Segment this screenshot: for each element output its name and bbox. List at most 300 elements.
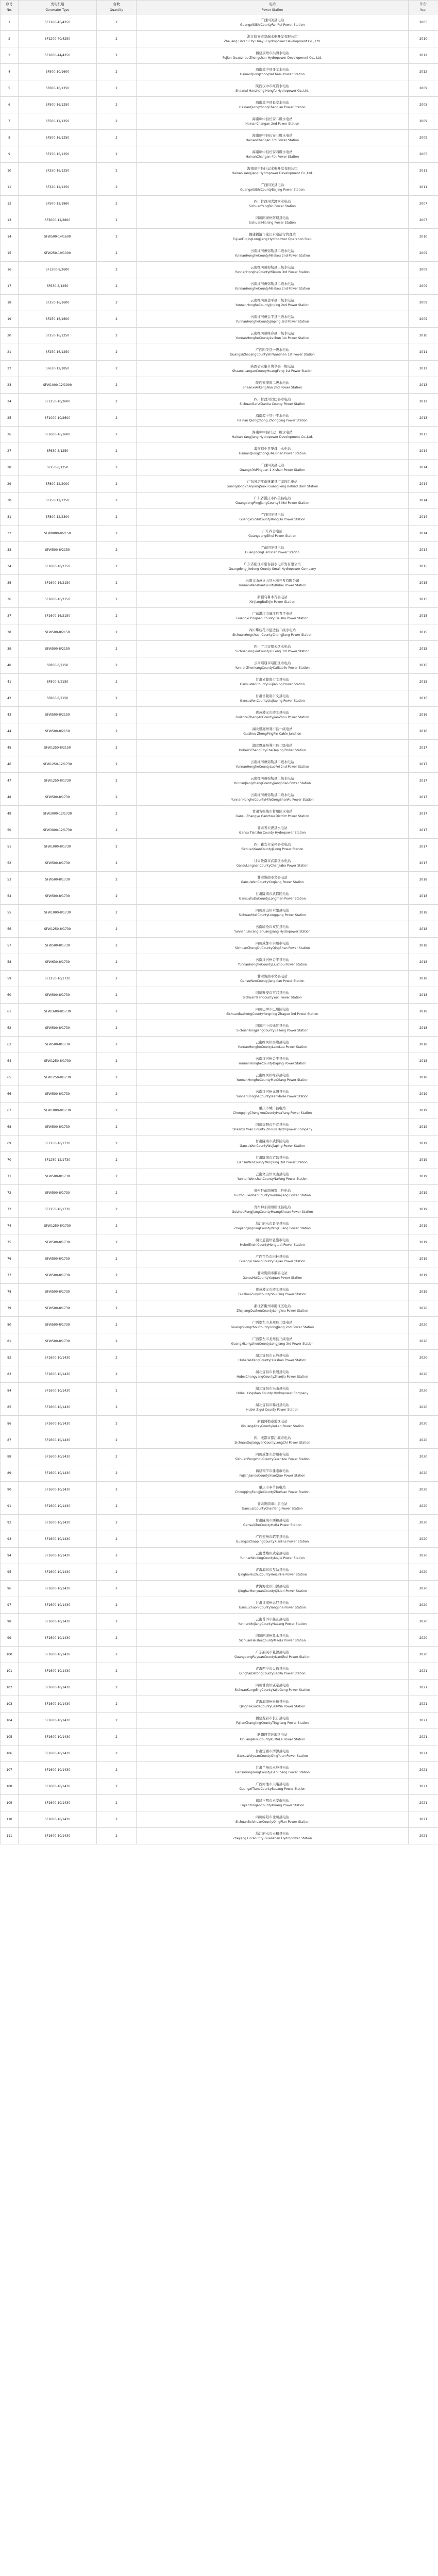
cell-power-station <box>137 740 409 756</box>
table-row <box>1 509 438 526</box>
cell-no: 59 <box>1 971 19 987</box>
cell-no: 100 <box>1 1647 19 1663</box>
cell-quantity: 2 <box>97 1333 137 1350</box>
station-name-cn: 广西河池市天峨县电站 <box>256 1782 289 1786</box>
cell-year: 2017 <box>409 756 438 773</box>
cell-quantity: 1 <box>97 212 137 229</box>
cell-year: 2009 <box>409 262 438 278</box>
cell-quantity: 2 <box>97 1729 137 1745</box>
station-name-cn: 陕西汉中市红岩水电站 <box>256 83 289 88</box>
station-name-cn: 甘肃陇南市文县电站 <box>257 875 288 879</box>
cell-year: 2019 <box>409 1136 438 1152</box>
cell-power-station <box>137 229 409 245</box>
cell-generator-type: SF1600-16/1600 <box>19 427 97 443</box>
station-name-cn: 云南普洱市墨江县电站 <box>256 1617 289 1621</box>
station-name-cn: 甘肃省张掖市甘州区水电站 <box>252 809 293 814</box>
station-name-cn: 云南红河州元阳县电站 <box>256 1089 289 1094</box>
cell-no: 50 <box>1 822 19 839</box>
station-name-cn: 广西四美县电站 <box>260 463 284 467</box>
cell-generator-type: SF1600-10/1430 <box>19 1432 97 1449</box>
cell-power-station <box>137 1614 409 1630</box>
cell-year: 2021 <box>409 1778 438 1795</box>
station-name-en: ChongqingChengkouCountyHuaYang Power Station <box>232 1111 312 1115</box>
cell-power-station <box>137 443 409 460</box>
station-name-cn: 甘肃定西市渭源县电站 <box>256 1749 289 1753</box>
table-row <box>1 443 438 460</box>
cell-no: 99 <box>1 1630 19 1647</box>
table-row <box>1 1037 438 1053</box>
cell-year: 2020 <box>409 1416 438 1432</box>
cell-power-station <box>137 163 409 179</box>
cell-generator-type: SFW1250-12/1730 <box>19 756 97 773</box>
cell-power-station <box>137 1218 409 1234</box>
cell-year: 2017 <box>409 839 438 855</box>
station-name-cn: 四川甘孜州大渡河水电站 <box>254 199 291 204</box>
cell-quantity: 2 <box>97 14 137 31</box>
cell-no: 83 <box>1 1366 19 1383</box>
cell-power-station <box>137 130 409 146</box>
cell-year: 2019 <box>409 1103 438 1119</box>
station-name-en: FujianChangtingCountyTingJiang Power Station <box>236 1721 309 1725</box>
station-name-en: QinghaiMenyuanCountyQiLian Power Station <box>238 1589 307 1593</box>
cell-power-station <box>137 476 409 493</box>
cell-quantity: 2 <box>97 509 137 526</box>
table-row <box>1 179 438 196</box>
cell-generator-type: SFW500-8/1730 <box>19 855 97 872</box>
cell-no: 40 <box>1 657 19 674</box>
station-name-en: Guizhou ZhongPingPin Cable Junction <box>243 732 301 736</box>
station-name-en: GansuWenCountyJiangbian Power Station <box>240 979 305 983</box>
station-name-cn: 甘肃陇南市宕昌县电站 <box>256 1155 289 1160</box>
cell-generator-type: SF1250-10/1730 <box>19 1136 97 1152</box>
cell-year: 2021 <box>409 1795 438 1811</box>
cell-year: 2019 <box>409 1267 438 1284</box>
station-name-cn: 四川成都市彭州市电站 <box>256 1452 289 1456</box>
cell-power-station <box>137 1432 409 1449</box>
cell-quantity: 2 <box>97 987 137 1004</box>
station-name-cn: 浙江临安市华瑞水电开发有限公司 <box>247 34 298 39</box>
cell-generator-type: SF1600-10/1430 <box>19 1482 97 1498</box>
cell-quantity: 2 <box>97 608 137 624</box>
cell-no: 70 <box>1 1152 19 1168</box>
cell-power-station <box>137 493 409 509</box>
cell-power-station <box>137 1449 409 1465</box>
station-name-cn: 四川巴中市通江县电站 <box>256 1023 289 1028</box>
cell-power-station <box>137 542 409 558</box>
cell-power-station <box>137 31 409 47</box>
table-header-row <box>1 1 438 14</box>
cell-quantity: 2 <box>97 1432 137 1449</box>
cell-no: 18 <box>1 295 19 311</box>
cell-year: 2020 <box>409 1531 438 1548</box>
station-name-cn: 云南文山州文山县电站 <box>256 1172 289 1176</box>
cell-quantity: 2 <box>97 1168 137 1185</box>
station-name-en: Guangxi Pingnan County Baisha Power Station <box>236 616 309 620</box>
cell-quantity: 2 <box>97 1136 137 1152</box>
station-name-cn: 云南昭通市昭阳区水电站 <box>254 660 291 665</box>
cell-generator-type: SFW1000-8/1730 <box>19 905 97 921</box>
cell-power-station <box>137 1383 409 1399</box>
cell-generator-type: SFW500-8/1730 <box>19 1020 97 1037</box>
station-name-en: GuangdongPingjiangCountySiMei Power Station <box>235 501 309 505</box>
station-name-cn: 重庆市奉节县电站 <box>259 1485 286 1489</box>
cell-quantity: 2 <box>97 1564 137 1581</box>
cell-year: 2020 <box>409 1597 438 1614</box>
cell-year: 2018 <box>409 1020 438 1037</box>
cell-year: 2019 <box>409 1201 438 1218</box>
cell-year: 2009 <box>409 278 438 295</box>
cell-year: 2017 <box>409 740 438 756</box>
cell-no: 68 <box>1 1119 19 1136</box>
station-name-en: YunnanHongheCountyLakeLua Power Station <box>238 1045 307 1049</box>
station-name-cn: 海南琼中县黎母山水电站 <box>254 446 291 451</box>
cell-power-station <box>137 905 409 921</box>
station-name-cn: 贵州黔东南州雷山县电站 <box>254 1188 291 1193</box>
station-name-cn: 广东省湛江市四美县电站 <box>254 496 291 500</box>
cell-no: 24 <box>1 394 19 410</box>
station-name-en: GansuWenCountyWujiaping Power Station <box>240 1144 305 1148</box>
cell-power-station <box>137 1647 409 1663</box>
cell-quantity: 2 <box>97 855 137 872</box>
station-name-en: GuangxiSiShiCountyRonRui Power Station <box>240 23 305 27</box>
cell-generator-type: SF800-8/2150 <box>19 674 97 690</box>
cell-quantity: 2 <box>97 1284 137 1300</box>
station-name-cn: 新疆乌鲁木齐县电站 <box>257 595 288 599</box>
cell-power-station <box>137 773 409 789</box>
station-name-cn: 广东四美县电站 <box>260 545 284 550</box>
station-name-en: GuangxiLongzhouCountyLongJiang 3rd Power Station <box>231 1342 314 1346</box>
cell-year: 2015 <box>409 690 438 707</box>
table-row <box>1 1350 438 1366</box>
table-row <box>1 1515 438 1531</box>
station-name-cn: 广东省阳江市阳春县水电开发有限公司 <box>244 562 301 566</box>
header-quantity: 台数 Quantity <box>97 1 137 14</box>
cell-year: 2013 <box>409 427 438 443</box>
cell-quantity: 2 <box>97 839 137 855</box>
cell-year: 2020 <box>409 1449 438 1465</box>
cell-no: 96 <box>1 1581 19 1597</box>
station-name-cn: 福建福清市龙江水电运行管理站 <box>249 232 296 236</box>
cell-power-station <box>137 1680 409 1696</box>
cell-power-station <box>137 1333 409 1350</box>
cell-year: 2018 <box>409 1037 438 1053</box>
station-name-en: ZhejiangJingningCountyYangGuang Power Station <box>234 1226 311 1230</box>
cell-generator-type: SF1250-12/1730 <box>19 1152 97 1168</box>
cell-quantity: 2 <box>97 806 137 822</box>
cell-no: 13 <box>1 212 19 229</box>
table-row <box>1 64 438 80</box>
station-name-en: Guangdong Jiedong County Small Hydropower Company <box>228 567 316 571</box>
cell-power-station <box>137 1399 409 1416</box>
station-name-cn: 广东四会电站 <box>262 529 282 533</box>
cell-no: 107 <box>1 1762 19 1778</box>
cell-year: 2019 <box>409 1185 438 1201</box>
cell-quantity: 2 <box>97 1267 137 1284</box>
cell-quantity: 2 <box>97 163 137 179</box>
station-name-en: YunnanHongheCountyMilekou 3rd Power Station <box>235 270 310 274</box>
table-row <box>1 295 438 311</box>
cell-quantity: 2 <box>97 1218 137 1234</box>
station-name-en: SichuanYingxiuCountyFuFeng 3rd Power Station <box>235 649 310 653</box>
station-name-cn: 湖北恩施州利川县一级电站 <box>252 726 293 731</box>
cell-quantity: 2 <box>97 1696 137 1713</box>
cell-generator-type: SF1600-10/1430 <box>19 1597 97 1614</box>
station-name-en: GansuLongnanCountyChenJiaba Power Station <box>236 863 309 868</box>
cell-no: 82 <box>1 1350 19 1366</box>
cell-power-station <box>137 1465 409 1482</box>
table-row <box>1 328 438 344</box>
table-row <box>1 1333 438 1350</box>
cell-power-station <box>137 1663 409 1680</box>
cell-year: 2018 <box>409 1004 438 1020</box>
cell-power-station <box>137 954 409 971</box>
cell-generator-type: SF800-12/2300 <box>19 509 97 526</box>
station-name-en: GuangxiTianlinCountyBaJiao Power Station <box>239 1259 306 1263</box>
cell-quantity: 2 <box>97 1515 137 1531</box>
cell-power-station <box>137 1086 409 1103</box>
cell-power-station <box>137 1581 409 1597</box>
cell-year: 2018 <box>409 1053 438 1070</box>
cell-generator-type: SF1600-10/1430 <box>19 1729 97 1745</box>
cell-no: 32 <box>1 526 19 542</box>
table-row <box>1 1564 438 1581</box>
cell-no: 61 <box>1 1004 19 1020</box>
table-row <box>1 493 438 509</box>
cell-no: 104 <box>1 1713 19 1729</box>
table-row <box>1 905 438 921</box>
cell-quantity: 2 <box>97 394 137 410</box>
cell-generator-type: SF1600-44/4250 <box>19 47 97 64</box>
cell-no: 8 <box>1 130 19 146</box>
cell-no: 1 <box>1 14 19 31</box>
station-name-en: SichuanYangBin Power Station <box>249 204 296 208</box>
cell-quantity: 2 <box>97 1119 137 1136</box>
station-name-en: QinghaiDatongCountyBaoKu Power Station <box>239 1671 306 1675</box>
table-row <box>1 1449 438 1465</box>
table-row <box>1 872 438 888</box>
table-row <box>1 773 438 789</box>
cell-power-station <box>137 971 409 987</box>
cell-no: 26 <box>1 427 19 443</box>
cell-year: 2018 <box>409 987 438 1004</box>
cell-no: 2 <box>1 31 19 47</box>
cell-year: 2013 <box>409 410 438 427</box>
cell-no: 43 <box>1 707 19 723</box>
cell-power-station <box>137 1564 409 1581</box>
cell-no: 48 <box>1 789 19 806</box>
station-name-cn: 甘肃陇南市武都区水电站 <box>254 858 291 863</box>
cell-generator-type: SF1200-40/4250 <box>19 31 97 47</box>
station-name-en: Gansu Zhangye Ganzhou District Power Station <box>235 814 309 818</box>
cell-year: 2012 <box>409 64 438 80</box>
station-name-en: GuangxiYuPinguan 1 Xishan Power Station <box>240 468 305 472</box>
cell-power-station <box>137 1152 409 1168</box>
cell-power-station <box>137 1070 409 1086</box>
station-name-en: GuangxiSiShiCountyRongDu Power Station <box>239 517 306 521</box>
cell-quantity: 2 <box>97 229 137 245</box>
cell-no: 102 <box>1 1680 19 1696</box>
cell-power-station <box>137 1103 409 1119</box>
cell-quantity: 2 <box>97 1053 137 1070</box>
table-row <box>1 1119 438 1136</box>
cell-year: 2020 <box>409 1333 438 1350</box>
table-row <box>1 14 438 31</box>
station-name-cn: 云南红河州绿春县一级水电站 <box>250 331 294 335</box>
cell-power-station <box>137 509 409 526</box>
table-row <box>1 1136 438 1152</box>
cell-generator-type: SFW500-8/1730 <box>19 1333 97 1350</box>
cell-year: 2020 <box>409 1581 438 1597</box>
station-name-cn: 青海西宁市大通县电站 <box>256 1666 289 1671</box>
cell-generator-type: SFW500-8/1730 <box>19 987 97 1004</box>
cell-no: 105 <box>1 1729 19 1745</box>
cell-quantity: 2 <box>97 1020 137 1037</box>
table-row <box>1 1762 438 1778</box>
station-name-en: SichuanTongjiangCountyBailong Power Station <box>236 1028 309 1032</box>
station-name-en: GansuWeiyuanCountyQingYuan Power Station <box>237 1754 308 1758</box>
station-name-cn: 云南红河州弥勒县二级水电站 <box>250 281 294 286</box>
cell-power-station <box>137 278 409 295</box>
cell-generator-type: SFW1250-8/2150 <box>19 740 97 756</box>
cell-no: 11 <box>1 179 19 196</box>
cell-quantity: 2 <box>97 278 137 295</box>
table-row <box>1 591 438 608</box>
cell-year: 2017 <box>409 855 438 872</box>
cell-power-station <box>137 47 409 64</box>
station-name-cn: 四川巴中市巴州区电站 <box>256 1007 289 1011</box>
cell-power-station <box>137 938 409 954</box>
cell-year: 2018 <box>409 938 438 954</box>
cell-year: 2020 <box>409 1432 438 1449</box>
station-name-cn: 海南琼中县牙叉水电站 <box>256 67 289 72</box>
cell-quantity: 2 <box>97 1498 137 1515</box>
cell-quantity: 2 <box>97 558 137 575</box>
cell-no: 76 <box>1 1251 19 1267</box>
table-row <box>1 80 438 97</box>
cell-quantity: 2 <box>97 641 137 657</box>
cell-power-station <box>137 558 409 575</box>
station-name-cn: 广西四美县电站 <box>260 182 284 187</box>
station-name-cn: 青海海南州贵德县电站 <box>256 1699 289 1704</box>
cell-power-station <box>137 921 409 938</box>
station-name-en: YunnanHongheCountyJinping 2nd Power Station <box>235 303 310 307</box>
cell-power-station <box>137 427 409 443</box>
station-name-en: Gansu Tianzhu County Hydropower Station <box>239 831 306 835</box>
station-name-cn: 甘肃省陇南市文县电站 <box>256 693 289 698</box>
cell-year: 2019 <box>409 1234 438 1251</box>
cell-no: 10 <box>1 163 19 179</box>
cell-generator-type: SFW500-8/1730 <box>19 1267 97 1284</box>
cell-year: 2015 <box>409 674 438 690</box>
station-name-cn: 甘肃陇南市武都区电站 <box>256 891 289 896</box>
cell-generator-type: SFW500-8/2150 <box>19 542 97 558</box>
cell-year: 2019 <box>409 1152 438 1168</box>
cell-generator-type: SF250-16/1250 <box>19 344 97 361</box>
cell-generator-type: SF1250-10/1730 <box>19 971 97 987</box>
table-row <box>1 806 438 822</box>
station-name-cn: 四川绵阳市平武县电站 <box>256 1122 289 1127</box>
cell-generator-type: SF1600-10/1430 <box>19 1383 97 1399</box>
cell-no: 9 <box>1 146 19 163</box>
cell-generator-type: SFW500-8/1730 <box>19 789 97 806</box>
cell-power-station <box>137 1696 409 1713</box>
cell-power-station <box>137 361 409 377</box>
cell-generator-type: SFW1250-8/1730 <box>19 921 97 938</box>
cell-quantity: 2 <box>97 1037 137 1053</box>
table-row <box>1 377 438 394</box>
cell-power-station <box>137 839 409 855</box>
station-name-en: XinjiangAltayCountyKeLan Power Station <box>241 1424 304 1428</box>
cell-year: 2021 <box>409 1828 438 1844</box>
station-name-en: GuangxiTianeCountyBaLang Power Station <box>239 1787 306 1791</box>
cell-generator-type: SF500-16/1250 <box>19 130 97 146</box>
cell-power-station <box>137 872 409 888</box>
station-name-cn: 四川阿坝州黑水县电站 <box>256 1633 289 1638</box>
cell-no: 41 <box>1 674 19 690</box>
cell-quantity: 2 <box>97 971 137 987</box>
cell-no: 85 <box>1 1399 19 1416</box>
cell-year: 2019 <box>409 1119 438 1136</box>
cell-quantity: 2 <box>97 1465 137 1482</box>
cell-quantity: 2 <box>97 1647 137 1663</box>
cell-power-station <box>137 822 409 839</box>
cell-year: 2021 <box>409 1729 438 1745</box>
cell-no: 4 <box>1 64 19 80</box>
table-row <box>1 361 438 377</box>
station-name-en: Shaanxi Hanzhong Hongfu Hydropower Co.,Ltd. <box>235 89 309 93</box>
cell-generator-type: SFW1600-8/1730 <box>19 1004 97 1020</box>
cell-no: 101 <box>1 1663 19 1680</box>
cell-generator-type: SF1600-10/1430 <box>19 1811 97 1828</box>
table-row <box>1 888 438 905</box>
cell-quantity: 2 <box>97 295 137 311</box>
header-power-station: 电站 Power Station <box>137 1 409 14</box>
station-name-en: YunnanHongheCountyBianMaHe Power Station <box>236 1094 309 1098</box>
cell-no: 74 <box>1 1218 19 1234</box>
cell-no: 95 <box>1 1564 19 1581</box>
station-name-cn: 云南红河州弥勒县三级水电站 <box>250 265 294 269</box>
cell-year: 2019 <box>409 1251 438 1267</box>
cell-no: 57 <box>1 938 19 954</box>
cell-no: 29 <box>1 476 19 493</box>
station-name-en: Zhejiang Lin'an City Guanshan Hydropower Station <box>232 1836 312 1840</box>
cell-quantity: 2 <box>97 674 137 690</box>
station-name-en: HubeiChangyangCountyZhaoJia Power Station <box>237 1375 308 1379</box>
cell-generator-type: SFW500-8/1730 <box>19 1251 97 1267</box>
station-name-cn: 广东省湛江市遂溪县广丰坝后电站 <box>247 479 298 484</box>
cell-no: 36 <box>1 591 19 608</box>
cell-no: 88 <box>1 1449 19 1465</box>
station-name-en: YunnanZhenkangCountyCaiBaolie Power Station <box>235 666 310 670</box>
cell-power-station <box>137 1317 409 1333</box>
table-row <box>1 476 438 493</box>
cell-generator-type: SF3000-12/2800 <box>19 212 97 229</box>
table-row <box>1 1366 438 1383</box>
cell-generator-type: SFW1000-12/1900 <box>19 377 97 394</box>
station-name-en: GansuWenCountyMingXing 3rd Power Station <box>237 1160 308 1164</box>
table-row <box>1 196 438 212</box>
cell-year: 2020 <box>409 1630 438 1647</box>
station-name-cn: 四川凉山州木里县电站 <box>256 908 289 912</box>
cell-year: 2021 <box>409 1696 438 1713</box>
cell-generator-type: SF1600-10/2150 <box>19 558 97 575</box>
cell-quantity: 2 <box>97 146 137 163</box>
cell-year: 2020 <box>409 1317 438 1333</box>
cell-no: 46 <box>1 756 19 773</box>
cell-generator-type: SF1600-10/1430 <box>19 1713 97 1729</box>
station-name-cn: 青海海北州门源县电站 <box>256 1584 289 1588</box>
station-name-cn: 浙江丽水市景宁县电站 <box>256 1221 289 1226</box>
